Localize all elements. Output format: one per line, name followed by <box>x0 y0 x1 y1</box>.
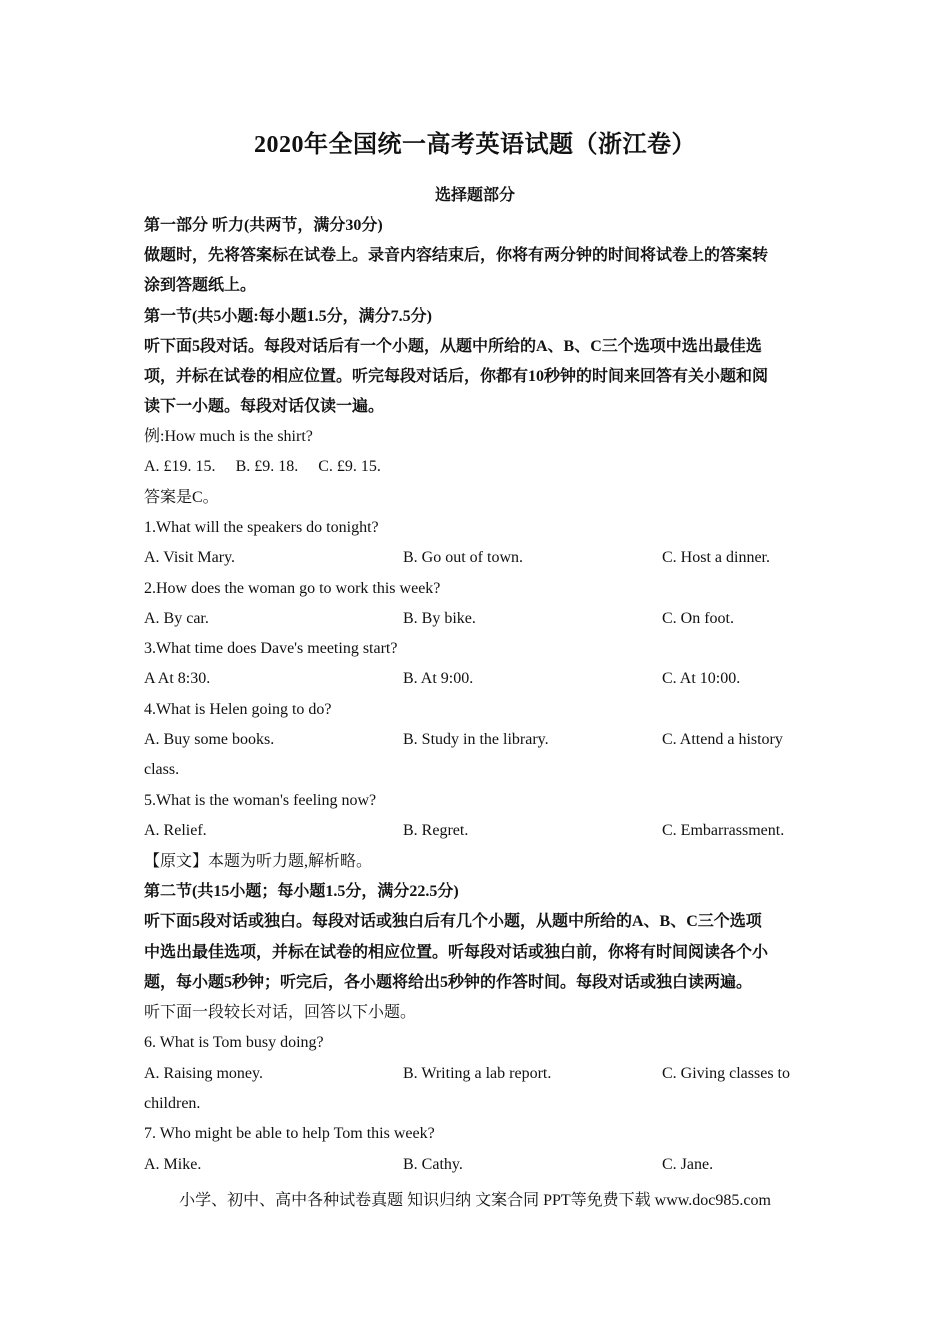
page-footer: 小学、初中、高中各种试卷真题 知识归纳 文案合同 PPT等免费下载 www.doc985.com <box>179 1192 771 1209</box>
option-wrap: class. <box>144 761 180 778</box>
question-text: 7. Who might be able to help Tom this week? <box>144 1125 435 1142</box>
option-c: C. On foot. <box>662 610 734 627</box>
option-a: A. Raising money. <box>144 1065 263 1082</box>
option-b: B. At 9:00. <box>403 670 474 687</box>
question-text: 1.What will the speakers do tonight? <box>144 519 379 536</box>
section2-instruction-line: 中选出最佳选项，并标在试卷的相应位置。听每段对话或独白前，你将有时间阅读各个小 <box>144 944 769 961</box>
option-c: C. Embarrassment. <box>662 822 785 839</box>
part1-instruction-line: 做题时，先将答案标在试卷上。录音内容结束后，你将有两分钟的时间将试卷上的答案转 <box>144 247 769 264</box>
option-b: B. Regret. <box>403 822 469 839</box>
section2-lead: 听下面一段较长对话，回答以下小题。 <box>144 1004 417 1021</box>
option-b: B. Writing a lab report. <box>403 1065 552 1082</box>
option-b: B. By bike. <box>403 610 476 627</box>
question-options <box>0 725 950 755</box>
section1-instruction-line: 项，并标在试卷的相应位置。听完每段对话后，你都有10秒钟的时间来回答有关小题和阅 <box>144 368 769 385</box>
section2-instruction-line: 听下面5段对话或独白。每段对话或独白后有几个小题，从题中所给的A、B、C三个选项 <box>144 913 762 930</box>
section-title: 选择题部分 <box>434 187 515 204</box>
question-text: 6. What is Tom busy doing? <box>144 1034 324 1051</box>
original-note: 【原文】本题为听力题,解析略。 <box>144 853 373 870</box>
option-c: C. Attend a history <box>662 731 783 748</box>
option-b: B. Study in the library. <box>403 731 549 748</box>
part1-heading: 第一部分 听力(共两节，满分30分) <box>144 217 383 234</box>
option-c: C. Jane. <box>662 1156 714 1173</box>
question-options <box>0 1150 950 1180</box>
question-text: 4.What is Helen going to do? <box>144 701 332 718</box>
question-text: 5.What is the woman's feeling now? <box>144 792 377 809</box>
example-option-c: C. £9. 15. <box>318 458 381 475</box>
option-a: A. Buy some books. <box>144 731 275 748</box>
example-answer: 答案是C。 <box>144 489 219 506</box>
option-c: C. At 10:00. <box>662 670 741 687</box>
example-options <box>144 452 814 482</box>
option-c: C. Host a dinner. <box>662 549 770 566</box>
section1-instruction-line: 听下面5段对话。每段对话后有一个小题，从题中所给的A、B、C三个选项中选出最佳选 <box>144 338 762 355</box>
option-b: B. Cathy. <box>403 1156 463 1173</box>
section1-heading: 第一节(共5小题:每小题1.5分，满分7.5分) <box>144 308 432 325</box>
option-wrap: children. <box>144 1095 201 1112</box>
part1-instruction-line: 涂到答题纸上。 <box>144 277 257 294</box>
question-options <box>0 543 950 573</box>
option-b: B. Go out of town. <box>403 549 523 566</box>
example-question: 例:How much is the shirt? <box>144 428 313 445</box>
section2-heading: 第二节(共15小题；每小题1.5分，满分22.5分) <box>144 883 459 900</box>
option-a: A. Relief. <box>144 822 207 839</box>
option-a: A At 8:30. <box>144 670 211 687</box>
example-option-a: A. £19. 15. <box>144 458 216 475</box>
question-options <box>0 816 950 846</box>
page-title: 2020年全国统一高考英语试题（浙江卷） <box>254 132 696 158</box>
section2-instruction-line: 题，每小题5秒钟；听完后，各小题将给出5秒钟的作答时间。每段对话或独白读两遍。 <box>144 974 753 991</box>
option-a: A. By car. <box>144 610 209 627</box>
question-options <box>0 604 950 634</box>
question-text: 2.How does the woman go to work this week? <box>144 580 441 597</box>
question-text: 3.What time does Dave's meeting start? <box>144 640 398 657</box>
option-c: C. Giving classes to <box>662 1065 790 1082</box>
option-a: A. Mike. <box>144 1156 202 1173</box>
question-options <box>0 1059 950 1089</box>
option-a: A. Visit Mary. <box>144 549 236 566</box>
example-option-b: B. £9. 18. <box>235 458 299 475</box>
section1-instruction-line: 读下一小题。每段对话仅读一遍。 <box>144 398 385 415</box>
question-options <box>0 664 950 694</box>
